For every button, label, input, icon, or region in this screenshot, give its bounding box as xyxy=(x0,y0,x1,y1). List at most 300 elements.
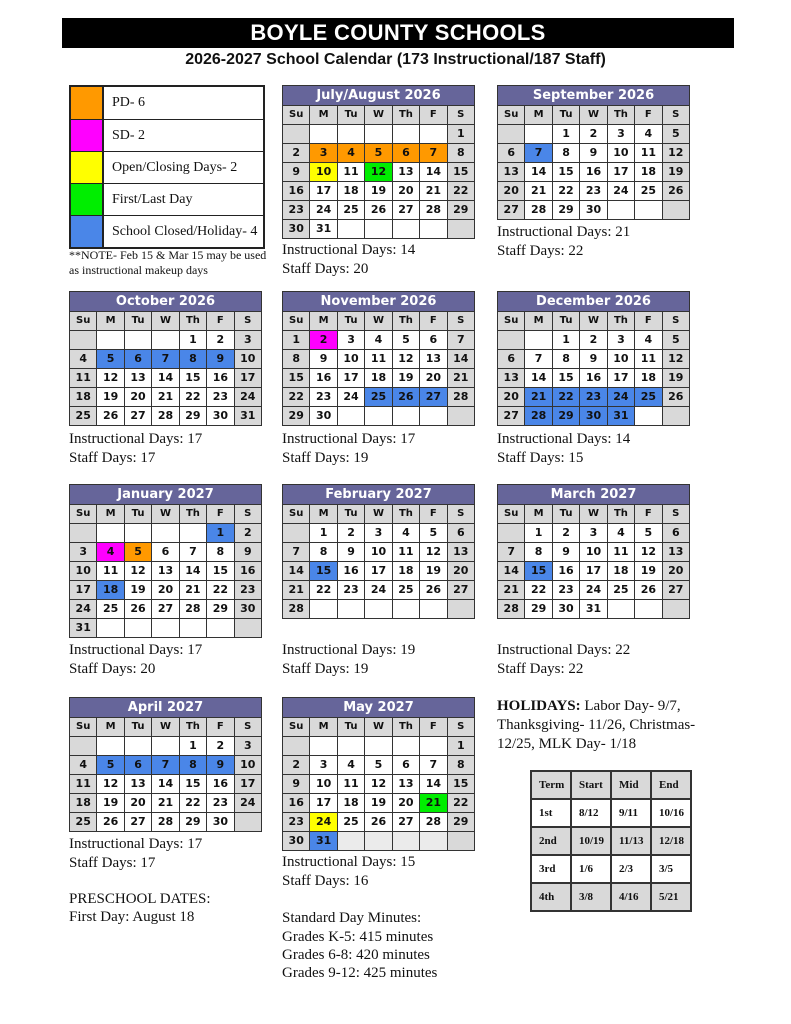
day-cell: 6 xyxy=(393,756,419,774)
day-cell: 20 xyxy=(393,182,419,200)
empty-cell xyxy=(125,524,151,542)
day-cell: 27 xyxy=(393,201,419,219)
weekday-header: S xyxy=(448,718,474,736)
empty-cell xyxy=(420,220,446,238)
day-cell-blue: 25 xyxy=(365,388,391,406)
day-cell: 4 xyxy=(608,524,634,542)
day-cell: 20 xyxy=(125,794,151,812)
empty-cell xyxy=(663,407,689,425)
instructional-days: Instructional Days: 15 xyxy=(282,854,416,870)
day-cell: 24 xyxy=(310,201,336,219)
day-cell: 23 xyxy=(580,182,606,200)
day-cell: 21 xyxy=(420,182,446,200)
month-february-2027 xyxy=(282,484,475,619)
day-cell: 15 xyxy=(207,562,233,580)
day-cell: 18 xyxy=(608,562,634,580)
terms-table xyxy=(530,770,692,912)
day-cell: 30 xyxy=(310,407,336,425)
empty-cell xyxy=(283,737,309,755)
cell: 9/11 xyxy=(611,799,651,827)
weekday-header: S xyxy=(663,106,689,124)
month-title: September 2026 xyxy=(498,86,689,106)
empty-cell xyxy=(663,600,689,618)
day-cell: 12 xyxy=(365,775,391,793)
day-cell-blue: 24 xyxy=(608,388,634,406)
day-cell: 14 xyxy=(525,369,551,387)
legend-swatch xyxy=(71,120,104,151)
legend-swatch xyxy=(71,184,104,215)
weekday-header: F xyxy=(207,312,233,330)
day-cell: 24 xyxy=(338,388,364,406)
weekday-header: Su xyxy=(283,718,309,736)
cell: 12/18 xyxy=(651,827,691,855)
day-cell: 25 xyxy=(635,182,661,200)
cell: 3/5 xyxy=(651,855,691,883)
empty-cell xyxy=(152,619,178,637)
cell: 11/13 xyxy=(611,827,651,855)
empty-cell xyxy=(393,407,419,425)
day-cell: 16 xyxy=(283,794,309,812)
empty-cell xyxy=(338,737,364,755)
weekday-header: Tu xyxy=(553,312,579,330)
day-cell: 11 xyxy=(70,369,96,387)
day-cell: 30 xyxy=(283,220,309,238)
month-title: May 2027 xyxy=(283,698,474,718)
day-cell: 6 xyxy=(152,543,178,561)
day-cell: 29 xyxy=(553,201,579,219)
day-cell: 15 xyxy=(180,369,206,387)
day-cell: 14 xyxy=(283,562,309,580)
day-cell: 6 xyxy=(448,524,474,542)
day-cell: 10 xyxy=(70,562,96,580)
day-cell: 26 xyxy=(97,813,123,831)
day-cell: 28 xyxy=(283,600,309,618)
day-cell: 10 xyxy=(235,350,261,368)
empty-cell xyxy=(420,832,446,850)
header-cell: Start xyxy=(571,771,611,799)
empty-cell xyxy=(635,600,661,618)
day-cell: 16 xyxy=(207,775,233,793)
cell: 1/6 xyxy=(571,855,611,883)
day-cell: 23 xyxy=(310,388,336,406)
day-cell: 14 xyxy=(448,350,474,368)
legend-item-closed-holiday xyxy=(71,215,263,247)
day-cell: 4 xyxy=(635,331,661,349)
day-cell-blue: 31 xyxy=(608,407,634,425)
empty-cell xyxy=(180,619,206,637)
empty-cell xyxy=(448,220,474,238)
weekday-header: W xyxy=(152,718,178,736)
month-grid xyxy=(283,718,474,850)
month-november-2026 xyxy=(282,291,475,426)
day-cell: 9 xyxy=(338,543,364,561)
empty-cell xyxy=(338,125,364,143)
empty-cell xyxy=(70,524,96,542)
day-cell: 12 xyxy=(97,369,123,387)
weekday-header: Tu xyxy=(338,505,364,523)
weekday-header: M xyxy=(97,312,123,330)
weekday-header: M xyxy=(310,505,336,523)
day-cell: 16 xyxy=(580,369,606,387)
day-cell-orange: 4 xyxy=(338,144,364,162)
day-cell: 8 xyxy=(553,144,579,162)
day-cell: 21 xyxy=(525,182,551,200)
day-cell: 1 xyxy=(448,125,474,143)
day-cell: 29 xyxy=(448,201,474,219)
day-cell: 15 xyxy=(553,369,579,387)
day-cell: 15 xyxy=(553,163,579,181)
day-cell: 20 xyxy=(663,562,689,580)
day-cell: 5 xyxy=(663,331,689,349)
day-cell: 22 xyxy=(207,581,233,599)
day-cell: 2 xyxy=(235,524,261,542)
empty-cell xyxy=(152,737,178,755)
day-cell: 21 xyxy=(152,388,178,406)
day-cell: 14 xyxy=(152,369,178,387)
weekday-header: M xyxy=(525,505,551,523)
empty-cell xyxy=(125,737,151,755)
day-cell: 4 xyxy=(70,756,96,774)
day-cell: 12 xyxy=(125,562,151,580)
day-cell: 2 xyxy=(283,756,309,774)
day-cell: 6 xyxy=(420,331,446,349)
month-january-2027 xyxy=(69,484,262,638)
day-cell: 15 xyxy=(448,163,474,181)
day-cell: 12 xyxy=(663,144,689,162)
weekday-header: S xyxy=(663,312,689,330)
day-cell: 12 xyxy=(393,350,419,368)
day-cell: 7 xyxy=(498,543,524,561)
empty-cell xyxy=(420,407,446,425)
day-cell: 18 xyxy=(365,369,391,387)
empty-cell xyxy=(498,125,524,143)
weekday-header: Su xyxy=(70,718,96,736)
instructional-days: Instructional Days: 17 xyxy=(69,642,203,658)
month-grid xyxy=(498,505,689,618)
minutes-heading: Standard Day Minutes: xyxy=(282,910,422,926)
day-cell: 19 xyxy=(420,562,446,580)
weekday-header: W xyxy=(152,505,178,523)
weekday-header: Tu xyxy=(338,312,364,330)
weekday-header: M xyxy=(525,106,551,124)
day-cell: 26 xyxy=(365,813,391,831)
day-cell: 8 xyxy=(553,350,579,368)
day-cell: 8 xyxy=(310,543,336,561)
day-cell: 13 xyxy=(498,369,524,387)
day-cell-orange: 7 xyxy=(420,144,446,162)
empty-cell xyxy=(365,407,391,425)
weekday-header: Th xyxy=(393,505,419,523)
day-cell: 25 xyxy=(608,581,634,599)
day-cell: 2 xyxy=(338,524,364,542)
day-cell: 17 xyxy=(235,775,261,793)
day-cell: 4 xyxy=(365,331,391,349)
weekday-header: S xyxy=(448,505,474,523)
weekday-header: Tu xyxy=(125,718,151,736)
empty-cell xyxy=(207,619,233,637)
preschool-heading: PRESCHOOL DATES: xyxy=(69,891,211,907)
legend xyxy=(69,85,265,249)
instructional-days: Instructional Days: 17 xyxy=(69,836,203,852)
empty-cell xyxy=(663,201,689,219)
staff-days: Staff Days: 22 xyxy=(497,243,584,259)
calendar-subtitle: 2026-2027 School Calendar (173 Instructional/187 Staff) xyxy=(185,51,606,68)
day-cell: 19 xyxy=(365,182,391,200)
day-cell: 24 xyxy=(70,600,96,618)
weekday-header: Tu xyxy=(125,312,151,330)
day-cell: 28 xyxy=(420,201,446,219)
weekday-header: Su xyxy=(283,505,309,523)
day-cell: 27 xyxy=(393,813,419,831)
day-cell-blue: 30 xyxy=(580,407,606,425)
day-cell: 4 xyxy=(393,524,419,542)
cell: 10/19 xyxy=(571,827,611,855)
day-cell: 20 xyxy=(125,388,151,406)
day-cell: 9 xyxy=(580,350,606,368)
day-cell: 31 xyxy=(310,220,336,238)
day-cell: 20 xyxy=(498,388,524,406)
day-cell: 21 xyxy=(498,581,524,599)
day-cell: 16 xyxy=(207,369,233,387)
header-cell: Term xyxy=(531,771,571,799)
cell: 8/12 xyxy=(571,799,611,827)
day-cell: 14 xyxy=(180,562,206,580)
day-cell: 17 xyxy=(310,794,336,812)
day-cell: 24 xyxy=(235,388,261,406)
day-cell: 7 xyxy=(525,350,551,368)
day-cell-blue: 5 xyxy=(97,756,123,774)
day-cell: 31 xyxy=(235,407,261,425)
day-cell: 16 xyxy=(338,562,364,580)
day-cell: 13 xyxy=(393,163,419,181)
day-cell: 2 xyxy=(207,331,233,349)
day-cell-green: 12 xyxy=(365,163,391,181)
weekday-header: W xyxy=(365,505,391,523)
day-cell: 22 xyxy=(553,182,579,200)
legend-item-open-closing xyxy=(71,151,263,183)
day-cell: 22 xyxy=(180,794,206,812)
empty-cell xyxy=(393,220,419,238)
day-cell: 28 xyxy=(152,813,178,831)
legend-swatch xyxy=(71,152,104,183)
day-cell: 16 xyxy=(310,369,336,387)
day-cell: 22 xyxy=(310,581,336,599)
month-december-2026 xyxy=(497,291,690,426)
day-cell: 2 xyxy=(207,737,233,755)
day-cell: 3 xyxy=(580,524,606,542)
weekday-header: F xyxy=(635,106,661,124)
day-cell: 13 xyxy=(152,562,178,580)
day-cell-blue: 18 xyxy=(97,581,123,599)
day-cell-blue: 23 xyxy=(580,388,606,406)
empty-cell xyxy=(420,600,446,618)
day-cell: 4 xyxy=(70,350,96,368)
day-cell: 13 xyxy=(125,369,151,387)
day-cell: 19 xyxy=(393,369,419,387)
weekday-header: F xyxy=(420,718,446,736)
day-cell: 23 xyxy=(283,813,309,831)
empty-cell xyxy=(393,600,419,618)
empty-cell xyxy=(97,619,123,637)
staff-days: Staff Days: 15 xyxy=(497,450,584,466)
day-cell: 29 xyxy=(525,600,551,618)
day-cell: 9 xyxy=(310,350,336,368)
day-cell: 10 xyxy=(365,543,391,561)
day-cell: 28 xyxy=(498,600,524,618)
empty-cell xyxy=(235,813,261,831)
month-title: March 2027 xyxy=(498,485,689,505)
empty-cell xyxy=(635,407,661,425)
weekday-header: Tu xyxy=(553,505,579,523)
staff-days: Staff Days: 17 xyxy=(69,855,156,871)
empty-cell xyxy=(365,737,391,755)
day-cell: 29 xyxy=(448,813,474,831)
day-cell: 18 xyxy=(338,182,364,200)
weekday-header: Th xyxy=(393,106,419,124)
weekday-header: F xyxy=(635,505,661,523)
empty-cell xyxy=(365,600,391,618)
weekday-header: M xyxy=(310,106,336,124)
day-cell: 6 xyxy=(498,350,524,368)
day-cell: 5 xyxy=(393,331,419,349)
day-cell: 10 xyxy=(608,350,634,368)
month-grid xyxy=(283,312,474,425)
month-title: July/August 2026 xyxy=(283,86,474,106)
instructional-days: Instructional Days: 21 xyxy=(497,224,631,240)
day-cell: 20 xyxy=(448,562,474,580)
staff-days: Staff Days: 22 xyxy=(497,661,584,677)
day-cell: 22 xyxy=(180,388,206,406)
weekday-header: M xyxy=(525,312,551,330)
day-cell: 3 xyxy=(235,331,261,349)
month-title: October 2026 xyxy=(70,292,261,312)
day-cell: 5 xyxy=(365,756,391,774)
day-cell: 1 xyxy=(553,125,579,143)
day-cell: 16 xyxy=(580,163,606,181)
day-cell: 14 xyxy=(152,775,178,793)
day-cell: 10 xyxy=(235,756,261,774)
legend-item-sd xyxy=(71,119,263,151)
day-cell: 25 xyxy=(338,813,364,831)
day-cell: 22 xyxy=(448,182,474,200)
minutes-k5: Grades K-5: 415 minutes xyxy=(282,929,434,945)
day-cell: 11 xyxy=(393,543,419,561)
empty-cell xyxy=(338,220,364,238)
month-title: November 2026 xyxy=(283,292,474,312)
holidays-label: HOLIDAYS: xyxy=(497,698,581,714)
day-cell: 26 xyxy=(420,581,446,599)
cell: 2/3 xyxy=(611,855,651,883)
day-cell-blue: 22 xyxy=(553,388,579,406)
day-cell: 6 xyxy=(663,524,689,542)
weekday-header: Su xyxy=(283,312,309,330)
staff-days: Staff Days: 17 xyxy=(69,450,156,466)
weekday-header: M xyxy=(97,718,123,736)
day-cell: 3 xyxy=(608,331,634,349)
day-cell: 25 xyxy=(70,813,96,831)
staff-days: Staff Days: 16 xyxy=(282,873,369,889)
table-row xyxy=(531,799,691,827)
day-cell: 19 xyxy=(663,163,689,181)
legend-swatch xyxy=(71,87,104,119)
empty-cell xyxy=(310,737,336,755)
day-cell: 23 xyxy=(338,581,364,599)
day-cell: 18 xyxy=(393,562,419,580)
day-cell: 16 xyxy=(235,562,261,580)
minutes-6-8: Grades 6-8: 420 minutes xyxy=(282,947,430,963)
day-cell: 22 xyxy=(525,581,551,599)
weekday-header: Th xyxy=(608,505,634,523)
empty-cell xyxy=(448,832,474,850)
legend-label: First/Last Day xyxy=(112,192,193,207)
weekday-header: M xyxy=(310,718,336,736)
day-cell: 11 xyxy=(608,543,634,561)
day-cell: 30 xyxy=(283,832,309,850)
day-cell: 4 xyxy=(635,125,661,143)
day-cell: 31 xyxy=(580,600,606,618)
month-may-2027 xyxy=(282,697,475,851)
empty-cell xyxy=(152,524,178,542)
day-cell: 27 xyxy=(448,581,474,599)
weekday-header: Th xyxy=(393,312,419,330)
instructional-days: Instructional Days: 19 xyxy=(282,642,416,658)
month-title: February 2027 xyxy=(283,485,474,505)
weekday-header: Su xyxy=(283,106,309,124)
day-cell: 3 xyxy=(338,331,364,349)
day-cell: 19 xyxy=(365,794,391,812)
day-cell: 7 xyxy=(283,543,309,561)
day-cell-blue: 27 xyxy=(420,388,446,406)
weekday-header: M xyxy=(97,505,123,523)
header-cell: Mid xyxy=(611,771,651,799)
empty-cell xyxy=(125,331,151,349)
legend-label: Open/Closing Days- 2 xyxy=(112,160,238,175)
day-cell-blue: 9 xyxy=(207,756,233,774)
empty-cell xyxy=(152,331,178,349)
day-cell: 26 xyxy=(663,388,689,406)
empty-cell xyxy=(338,407,364,425)
day-cell: 18 xyxy=(635,369,661,387)
day-cell: 30 xyxy=(235,600,261,618)
empty-cell xyxy=(448,407,474,425)
day-cell-blue: 6 xyxy=(125,756,151,774)
weekday-header: Th xyxy=(180,312,206,330)
day-cell: 1 xyxy=(525,524,551,542)
month-grid xyxy=(70,718,261,831)
day-cell: 9 xyxy=(553,543,579,561)
day-cell: 17 xyxy=(338,369,364,387)
day-cell: 8 xyxy=(448,144,474,162)
day-cell: 11 xyxy=(635,144,661,162)
day-cell: 15 xyxy=(448,775,474,793)
day-cell: 23 xyxy=(283,201,309,219)
day-cell: 26 xyxy=(97,407,123,425)
day-cell: 8 xyxy=(207,543,233,561)
cell: 4th xyxy=(531,883,571,911)
day-cell-blue: 7 xyxy=(152,756,178,774)
day-cell: 30 xyxy=(553,600,579,618)
day-cell: 8 xyxy=(283,350,309,368)
weekday-header: Su xyxy=(70,505,96,523)
weekday-header: S xyxy=(235,505,261,523)
day-cell-blue: 15 xyxy=(310,562,336,580)
day-cell: 3 xyxy=(70,543,96,561)
day-cell: 21 xyxy=(180,581,206,599)
instructional-days: Instructional Days: 17 xyxy=(69,431,203,447)
day-cell-blue: 26 xyxy=(393,388,419,406)
weekday-header: W xyxy=(580,312,606,330)
day-cell: 11 xyxy=(97,562,123,580)
